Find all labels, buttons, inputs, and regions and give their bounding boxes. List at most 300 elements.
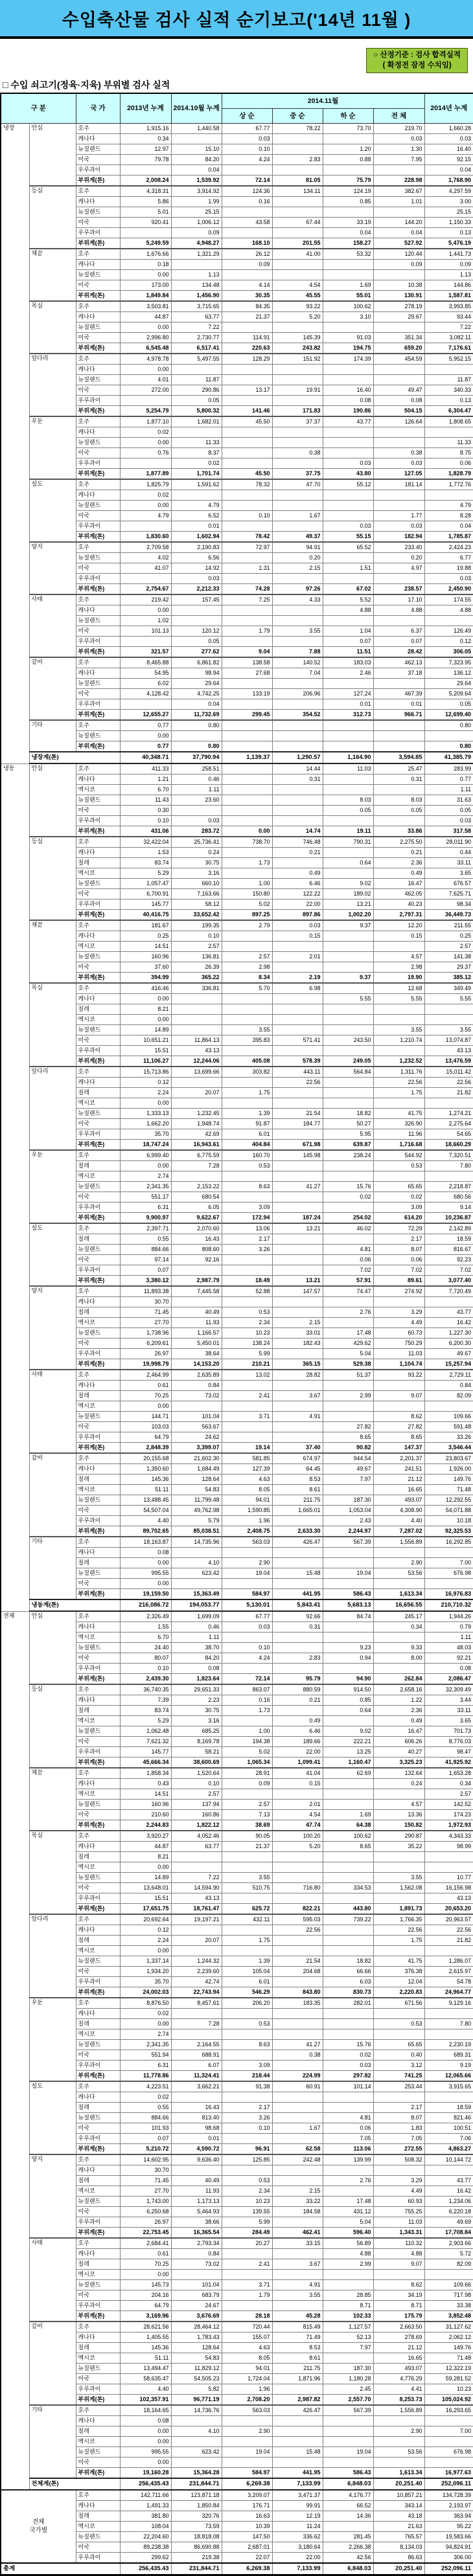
country-total-row [1,2490,473,2501]
value-cell: 6.70 [120,1633,171,1643]
value-cell: 564.84 [323,1067,373,1078]
country-label: 호주 [76,657,120,668]
country-label: 우루과이 [76,1046,120,1056]
value-cell: 2.98 [222,962,272,973]
value-cell: 0.31 [272,774,323,785]
value-cell [323,1025,373,1035]
value-cell: 90.05 [222,1831,272,1842]
value-cell: 2.15 [272,1318,323,1328]
value-cell: 40.23 [373,899,424,910]
value-cell: 258.51 [171,763,222,774]
value-cell: 19.11 [323,826,373,837]
value-cell: 2.57 [222,1800,272,1810]
value-cell: 3,325.23 [373,1757,424,1768]
value-cell: 262.84 [373,1674,424,1685]
value-cell: 0.94 [323,1653,373,1664]
value-cell [373,1548,424,1558]
value-cell [171,2092,222,2103]
inspection-results-table [0,93,473,2576]
value-cell: 73.02 [171,1391,222,1401]
value-cell [272,1255,323,1265]
value-cell: 443.11 [272,1067,323,1078]
value-cell: 1,227.30 [424,1328,473,1339]
value-cell: 245.17 [373,1611,424,1622]
value-cell: 1,166.57 [171,1328,222,1339]
value-cell: 33.38 [424,2301,473,2311]
value-cell [171,2457,222,2468]
value-cell: 863.07 [222,1684,272,1695]
country-label: 미국 [76,1737,120,1747]
value-cell: 0.01 [171,521,222,532]
value-cell [171,2416,222,2426]
value-cell: 24,002.03 [120,1987,171,1998]
value-cell: 27.68 [222,668,272,679]
value-cell: 73.59 [171,2522,222,2532]
value-cell: 160.86 [171,1810,222,1820]
value-cell [222,774,272,785]
value-cell: 278.69 [373,2333,424,2343]
value-cell: 16.63 [222,2511,272,2522]
value-cell [120,228,171,238]
value-cell: 0.85 [323,1695,373,1706]
value-cell: 5.99 [222,1349,272,1359]
value-cell: 21.63 [373,2522,424,2532]
value-cell: 510.75 [222,1883,272,1893]
value-cell: 1,210.74 [373,1035,424,1046]
value-cell: 12,065.66 [424,2071,473,2082]
country-label: 캐나다 [76,931,120,942]
value-cell: 6.37 [373,626,424,637]
value-cell [222,763,272,774]
value-cell [323,1381,373,1391]
value-cell [424,2009,473,2019]
value-cell: 187.24 [272,1213,323,1224]
value-cell: 7.28 [171,2019,222,2029]
value-cell: 1,850.84 [171,2501,222,2511]
country-label: 우루과이 [76,1977,120,1987]
country-label: 호주 [76,763,120,774]
value-cell: 133.19 [222,689,272,699]
value-cell: 0.13 [424,396,473,406]
value-cell: 1,877.89 [120,469,171,480]
value-cell: 231,844.71 [171,2478,222,2490]
value-cell: 18.49 [222,1276,272,1287]
country-label: 캐나다 [76,134,120,144]
value-cell: 5,843.41 [272,1599,323,1611]
value-cell: 2.76 [323,2176,373,2186]
subtotal-label: 부위계(톤) [76,2395,120,2406]
value-cell: 1,613.34 [373,1589,424,1600]
value-cell: 623.42 [171,2447,222,2457]
value-cell: 7.06 [424,2134,473,2144]
value-cell [323,785,373,795]
value-cell: 11.93 [171,2186,222,2197]
value-cell [272,816,323,826]
country-label: 미국 [76,1810,120,1820]
value-cell: 60.73 [373,1328,424,1339]
value-cell: 82.09 [424,1391,473,1401]
value-cell: 128.29 [222,354,272,365]
value-cell: 897.86 [272,910,323,921]
value-cell: 92.15 [424,155,473,165]
cut-label: 사태 [29,594,76,657]
value-cell: 72.97 [222,542,272,553]
value-cell: 120.12 [171,626,222,637]
value-cell: 0.34 [424,1779,473,1789]
value-cell: 6,220.18 [424,2207,473,2217]
value-cell: 53.56 [373,1568,424,1579]
value-cell: 238.57 [373,584,424,595]
value-cell: 1,556.89 [373,1537,424,1548]
value-cell [323,1485,373,1495]
value-cell: 2.45 [323,2384,373,2395]
value-cell: 2.34 [222,1318,272,1328]
value-cell: 33.01 [272,1328,323,1339]
value-cell: 16,365.54 [171,2228,222,2239]
value-cell [171,427,222,438]
value-cell: 0.07 [120,2134,171,2144]
country-label: 칠레 [76,1307,120,1318]
country-label: 칠레 [76,1004,120,1015]
value-cell: 290.86 [171,385,222,396]
value-cell: 14,735.96 [171,1537,222,1548]
value-cell: 1,682.01 [171,416,222,427]
value-cell: 8,876.50 [120,1998,171,2009]
value-cell: 2.41 [222,1391,272,1401]
country-label: 미국 [76,1967,120,1977]
value-cell: 0.40 [373,2050,424,2061]
value-cell: 563.67 [171,1422,222,1432]
value-cell: 13.17 [222,385,272,396]
subtotal-label: 부위계(톤) [76,1987,120,1998]
value-cell: 11.87 [171,375,222,385]
value-cell [323,848,373,858]
value-cell: 96,771.19 [171,2395,222,2406]
value-cell: 11.43 [120,795,171,806]
value-cell: 12.04 [373,1977,424,1987]
country-label: 뉴질랜드 [76,375,120,385]
value-cell: 581.85 [222,1453,272,1464]
value-cell: 5,800.32 [171,406,222,417]
value-cell [120,521,171,532]
value-cell: 659.20 [373,343,424,354]
value-cell [323,1558,373,1568]
value-cell [222,2249,272,2259]
value-cell: 26.97 [120,1349,171,1359]
value-cell: 685.25 [171,1726,222,1737]
value-cell: 17.48 [323,1328,373,1339]
value-cell: 8.65 [373,1432,424,1443]
value-cell: 4.79 [120,511,171,521]
country-label: 뉴질랜드 [76,616,120,626]
value-cell: 21.37 [222,1842,272,1852]
value-cell [120,574,171,584]
value-cell [222,785,272,795]
country-label: 칠레 [76,1161,120,1171]
country-label: 미국 [76,385,120,396]
section-total-label: 냉장계(톤) [29,752,120,763]
value-cell: 100.62 [323,1831,373,1842]
value-cell: 101.93 [120,2123,171,2134]
value-cell: 790.31 [323,837,373,848]
value-cell: 1.73 [222,858,272,868]
value-cell [323,2009,373,2019]
value-cell: 0.25 [424,931,473,942]
value-cell: 0.10 [222,511,272,521]
table-row [1,2405,473,2416]
country-label: 뉴질랜드 [76,270,120,280]
value-cell [272,427,323,438]
value-cell: 19.90 [373,973,424,984]
value-cell: 0.31 [272,1622,323,1633]
value-cell [373,1789,424,1800]
value-cell [222,1893,272,1904]
value-cell: 5.04 [323,1349,373,1359]
value-cell: 12.97 [120,144,171,155]
value-cell [323,574,373,584]
value-cell [424,1098,473,1109]
table-row [1,837,473,848]
value-cell: 2,615.97 [424,1967,473,1977]
value-cell: 8.03 [373,795,424,806]
value-cell: 1.75 [222,1088,272,1098]
value-cell: 405.08 [222,1056,272,1067]
value-cell: 2,070.60 [171,1223,222,1234]
value-cell [424,1852,473,1862]
value-cell: 66.66 [323,1967,373,1977]
value-cell [272,1015,323,1025]
value-cell: 16,293.65 [424,2405,473,2416]
table-row [1,186,473,197]
value-cell [323,868,373,879]
table-row [1,1223,473,1234]
value-cell [424,1548,473,1558]
value-cell: 306.05 [424,647,473,658]
value-cell: 10.77 [424,1873,473,1883]
value-cell [222,931,272,942]
value-cell [222,1381,272,1391]
value-cell: 145.36 [120,2343,171,2353]
value-cell: 0.21 [373,848,424,858]
value-cell [373,438,424,448]
value-cell [120,458,171,469]
value-cell: 1.75 [373,1088,424,1098]
value-cell: 1,232.52 [373,1056,424,1067]
value-cell: 50.27 [323,1119,373,1129]
value-cell: 3.65 [424,1716,473,1726]
value-cell [222,1664,272,1674]
value-cell: 1,602.94 [171,532,222,543]
value-cell [272,1401,323,1412]
value-cell [323,816,373,826]
value-cell: 21.12 [373,1474,424,1485]
value-cell: 86.63 [373,2553,424,2564]
value-cell: 376.38 [373,1967,424,1977]
value-cell: 0.00 [120,2457,171,2468]
value-cell: 10.39 [222,2522,272,2532]
value-cell: 12.20 [373,920,424,931]
value-cell: 1,002.20 [323,910,373,921]
value-cell [373,2457,424,2468]
value-cell: 2.57 [424,1789,473,1800]
value-cell: 3,676.69 [171,2311,222,2322]
value-cell: 3.12 [373,2061,424,2071]
country-label: 캐나다 [76,1779,120,1789]
value-cell: 0.44 [424,848,473,858]
value-cell: 0.06 [373,1255,424,1265]
value-cell: 2.15 [272,563,323,574]
value-cell [272,1633,323,1643]
value-cell: 0.03 [222,134,272,144]
value-cell: 10.23 [222,2197,272,2207]
value-cell: 160.70 [222,1150,272,1161]
value-cell: 462.41 [272,2228,323,2239]
value-cell: 64.79 [120,2301,171,2311]
value-cell: 3.55 [373,1873,424,1883]
value-cell: 4.49 [373,1318,424,1328]
cut-label: 양지 [29,2154,76,2238]
value-cell: 354.52 [272,710,323,721]
value-cell: 8.05 [222,2353,272,2364]
value-cell: 2.17 [373,2103,424,2113]
country-label: 미국 [76,806,120,816]
value-cell: 272.55 [373,2144,424,2155]
cut-label: 등심 [29,837,76,920]
value-cell: 41.00 [272,249,323,260]
value-cell: 28,464.12 [171,2322,222,2333]
country-label: 미국 [76,2457,120,2468]
value-cell: 13.21 [272,1223,323,1234]
value-cell [222,1716,272,1726]
value-cell: 27.70 [120,2186,171,2197]
value-cell: 1.20 [323,144,373,155]
value-cell [272,785,323,795]
value-cell: 6,848.03 [323,2563,373,2575]
value-cell: 680.56 [424,1192,473,1203]
value-cell: 4.10 [171,1558,222,1568]
country-label: 우루과이 [76,1516,120,1526]
value-cell: 6.01 [222,1129,272,1140]
value-cell: 1,891.73 [373,1904,424,1915]
value-cell: 13,488.45 [120,1495,171,1506]
country-label: 멕시코 [76,1485,120,1495]
value-cell: 349.49 [424,983,473,994]
value-cell: 7,287.02 [373,1526,424,1537]
value-cell: 2,244.97 [323,1526,373,1537]
cut-label: 우둔 [29,416,76,479]
value-cell: 92.66 [272,1611,323,1622]
value-cell: 0.04 [323,228,373,238]
value-cell [424,2029,473,2040]
value-cell: 2.23 [171,1695,222,1706]
value-cell: 4,948.27 [171,238,222,249]
value-cell: 416.46 [120,983,171,994]
value-cell: 2,797.31 [373,910,424,921]
value-cell: 254.02 [323,1213,373,1224]
header-late: 하 순 [323,109,373,124]
country-label: 뉴질랜드 [76,795,120,806]
country-label: 뉴질랜드 [76,1873,120,1883]
value-cell [272,1548,323,1558]
value-cell: 0.25 [120,931,171,942]
value-cell [222,1579,272,1589]
value-cell: 96.91 [222,2144,272,2155]
value-cell: 529.38 [323,1359,373,1370]
value-cell: 4.01 [120,375,171,385]
value-cell: 211.75 [272,2364,323,2374]
value-cell: 5,130.01 [222,1599,272,1611]
value-cell [272,1129,323,1140]
country-label: 미국 [76,1579,120,1589]
value-cell [323,931,373,942]
value-cell: 7,320.51 [424,1150,473,1161]
value-cell: 1,244.32 [171,1956,222,1967]
value-cell [171,1004,222,1015]
value-cell: 0.20 [272,553,323,563]
value-cell: 2.17 [222,1234,272,1245]
value-cell: 3,399.07 [171,1443,222,1454]
value-cell: 45,666.34 [120,1757,171,1768]
value-cell: 29,651.33 [171,1684,222,1695]
value-cell: 586.43 [323,1589,373,1600]
value-cell [222,848,272,858]
value-cell: 3,914.92 [171,186,222,197]
value-cell [272,2009,323,2019]
value-cell: 8,169.78 [171,1737,222,1747]
country-label: 우루과이 [76,574,120,584]
value-cell: 144.20 [373,218,424,228]
value-cell: 0.38 [272,2050,323,2061]
value-cell: 0.00 [120,322,171,333]
value-cell [373,1015,424,1025]
value-cell: 0.80 [171,741,222,752]
value-cell: 224.99 [272,2071,323,2082]
value-cell: 91.87 [222,1119,272,1129]
value-cell: 0.13 [424,228,473,238]
value-cell: 4.02 [120,553,171,563]
cut-label: 기타 [29,2405,76,2478]
value-cell: 74.47 [323,1286,373,1297]
country-label: 미국 [76,689,120,699]
table-row [1,1150,473,1161]
cut-label: 기타 [29,1537,76,1599]
value-cell: 6.70 [120,785,171,795]
value-cell: 127.39 [222,1464,272,1474]
country-label: 미국 [76,563,120,574]
value-cell: 65.65 [373,2040,424,2050]
header-whole: 전 체 [373,109,424,124]
value-cell: 5,476.19 [424,238,473,249]
value-cell: 1.79 [222,626,272,637]
value-cell: 43.13 [424,1046,473,1056]
value-cell: 281.45 [323,2532,373,2542]
value-cell [222,375,272,385]
value-cell: 3.09 [373,1203,424,1213]
value-cell: 1,587.81 [424,291,473,302]
value-cell: 6.05 [171,1203,222,1213]
value-cell: 21.37 [222,312,272,322]
value-cell [424,1401,473,1412]
value-cell [373,1852,424,1862]
cut-label: 안심 [29,124,76,186]
value-cell: 2,341.35 [120,2040,171,2050]
country-label: 호주 [76,920,120,931]
value-cell: 13,494.47 [120,2364,171,2374]
value-cell: 83.74 [120,858,171,868]
value-cell [323,1893,373,1904]
value-cell: 312.73 [323,710,373,721]
value-cell: 16,977.63 [424,2468,473,2479]
